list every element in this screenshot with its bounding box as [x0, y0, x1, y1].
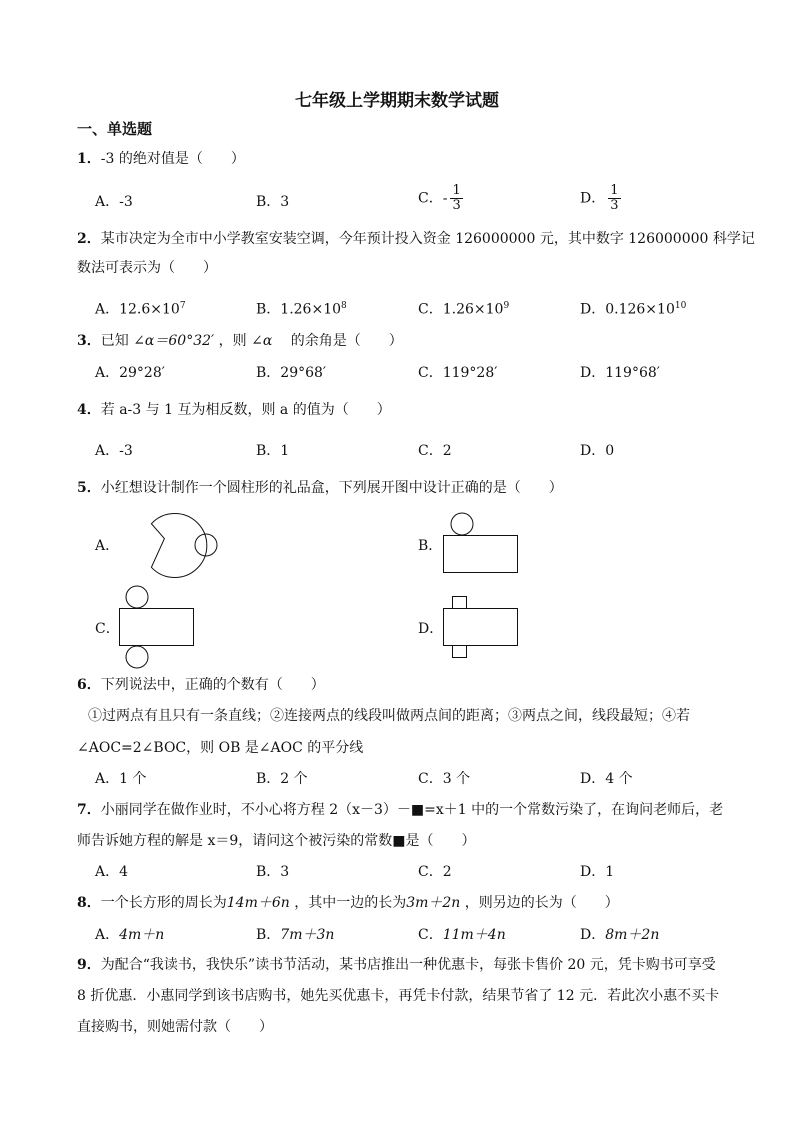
q4-option-b[interactable]: B．1: [256, 443, 290, 459]
question-text: -3 的绝对值是（ ）: [100, 151, 245, 167]
q4-option-a[interactable]: A．-3: [95, 443, 133, 459]
net-figure-d: [440, 594, 522, 660]
q8-option-c[interactable]: C．11m＋4n: [418, 927, 506, 943]
question-number: 5．: [77, 480, 101, 496]
circle-shape: [126, 646, 148, 668]
sector-shape: [151, 514, 206, 578]
q2-option-a[interactable]: A．$12.6\times 10^7$: [95, 301, 186, 318]
q7-option-b[interactable]: B．3: [256, 864, 290, 880]
question-text: 若 a-3 与 1 互为相反数，则 a 的值为（ ）: [100, 402, 391, 418]
question-number: 4．: [77, 402, 101, 418]
question-7: [77, 801, 723, 819]
angle-expression: ∠α＝60°32′: [133, 333, 215, 349]
question-text: 小红想设计制作一个圆柱形的礼品盒，下列展开图中设计正确的是（ ）: [100, 480, 563, 496]
question-5: [77, 479, 563, 497]
circle-shape: [451, 513, 473, 535]
q7-option-a[interactable]: A．4: [95, 864, 129, 880]
question-2: [77, 230, 755, 248]
rectangle-shape: [444, 536, 518, 573]
q2-option-c[interactable]: C．$1.26\times 10^9$: [418, 301, 510, 318]
q5-option-c[interactable]: C．: [95, 621, 120, 637]
question-9-continuation: 8 折优惠．小惠同学到该书店购书，她先买优惠卡，再凭卡付款，结果节省了 12 元．若此次小惠不买卡: [77, 988, 720, 1004]
question-text: 小丽同学在做作业时，不小心将方程 2（x－3）－■=x＋1 中的一个常数污染了，在询问老师后，老: [100, 802, 724, 818]
square-shape: [453, 646, 467, 658]
option-label: C．-: [418, 190, 448, 207]
statement-list: ①过两点有且只有一条直线；②连接两点的线段叫做两点间的距离；③两点之间，线段最短；④若: [88, 708, 690, 724]
question-number: 2．: [77, 231, 101, 247]
q6-option-a[interactable]: A．1 个: [95, 771, 147, 787]
q5-option-d[interactable]: D．: [418, 621, 444, 637]
q3-option-b[interactable]: B．29°68′: [256, 365, 327, 381]
question-1: [77, 150, 245, 168]
square-shape: [453, 597, 467, 609]
q7-option-c[interactable]: C．2: [418, 864, 452, 880]
q7-option-d[interactable]: D．1: [580, 864, 615, 880]
question-number: 7．: [77, 802, 101, 818]
q2-option-d[interactable]: D．$0.126\times 10^{10}$: [580, 301, 687, 318]
fraction: $\frac{1}{3}$: [610, 183, 619, 213]
q1-option-d[interactable]: [580, 184, 624, 213]
q8-option-a[interactable]: A．4m＋n: [95, 927, 165, 943]
q5-option-b[interactable]: B．: [418, 538, 443, 554]
q4-option-d[interactable]: D．0: [580, 443, 615, 459]
question-4: [77, 401, 391, 419]
net-figure-c: [116, 584, 198, 670]
net-figure-b: [440, 510, 522, 576]
circle-shape: [126, 586, 148, 608]
perimeter-expression: 14m＋6n: [226, 895, 290, 911]
q6-option-d[interactable]: D．4 个: [580, 771, 633, 787]
q1-option-c[interactable]: [418, 184, 466, 213]
question-3: 3．已知 ∠α＝60°32′ ，则 ∠α 的余角是（ ）: [77, 333, 403, 349]
side-expression: 3m＋2n: [406, 895, 461, 911]
angle-symbol: ∠α: [251, 333, 273, 349]
q8-option-b[interactable]: B．7m＋3n: [256, 927, 335, 943]
q2-option-b[interactable]: B．$1.26\times 10^8$: [256, 301, 347, 318]
question-6: [77, 676, 325, 694]
question-number: 8．: [77, 895, 101, 911]
rectangle-shape: [120, 609, 194, 646]
q5-option-a[interactable]: A．: [95, 538, 120, 554]
question-9-continuation: 直接购书，则她需付款（ ）: [77, 1019, 273, 1035]
page-title: 七年级上学期期末数学试题: [295, 91, 499, 111]
q3-option-a[interactable]: A．29°28′: [95, 365, 165, 381]
question-number: 6．: [77, 677, 101, 693]
q1-option-b[interactable]: B．3: [256, 194, 290, 210]
q6-option-b[interactable]: B．2 个: [256, 771, 308, 787]
statement-list-continuation: ∠AOC=2∠BOC，则 OB 是∠AOC 的平分线: [77, 740, 364, 756]
question-7-continuation: 师告诉她方程的解是 x＝9，请问这个被污染的常数■是（ ）: [77, 833, 476, 849]
question-8: 8．一个长方形的周长为14m＋6n ，其中一边的长为3m＋2n ，则另边的长为（ ）: [77, 895, 619, 911]
q6-option-c[interactable]: C．3 个: [418, 771, 471, 787]
question-number: 9．: [77, 957, 101, 973]
q3-option-d[interactable]: D．119°68′: [580, 365, 660, 381]
rectangle-shape: [444, 609, 518, 646]
q8-option-d[interactable]: D．8m＋2n: [580, 927, 660, 943]
question-number: 1．: [77, 151, 101, 167]
q1-option-a[interactable]: A．-3: [95, 194, 133, 210]
section-heading: 一、单选题: [77, 120, 153, 138]
q4-option-c[interactable]: C．2: [418, 443, 452, 459]
option-label: D．: [580, 190, 606, 207]
question-text: 为配合“我读书，我快乐”读书节活动，某书店推出一种优惠卡，每张卡售价 20 元，凭卡购书可享受: [100, 957, 716, 973]
question-9: [77, 956, 716, 974]
question-2-continuation: 数法可表示为（ ）: [77, 260, 217, 276]
q3-option-c[interactable]: C．119°28′: [418, 365, 498, 381]
question-text: 某市决定为全市中小学教室安装空调，今年预计投入资金 126000000 元，其中数字 126000000 科学记: [100, 231, 755, 247]
question-number: 3．: [77, 333, 101, 349]
fraction: $\frac{1}{3}$: [452, 183, 461, 213]
question-text: 下列说法中，正确的个数有（ ）: [100, 677, 325, 693]
net-figure-a: [125, 510, 225, 585]
